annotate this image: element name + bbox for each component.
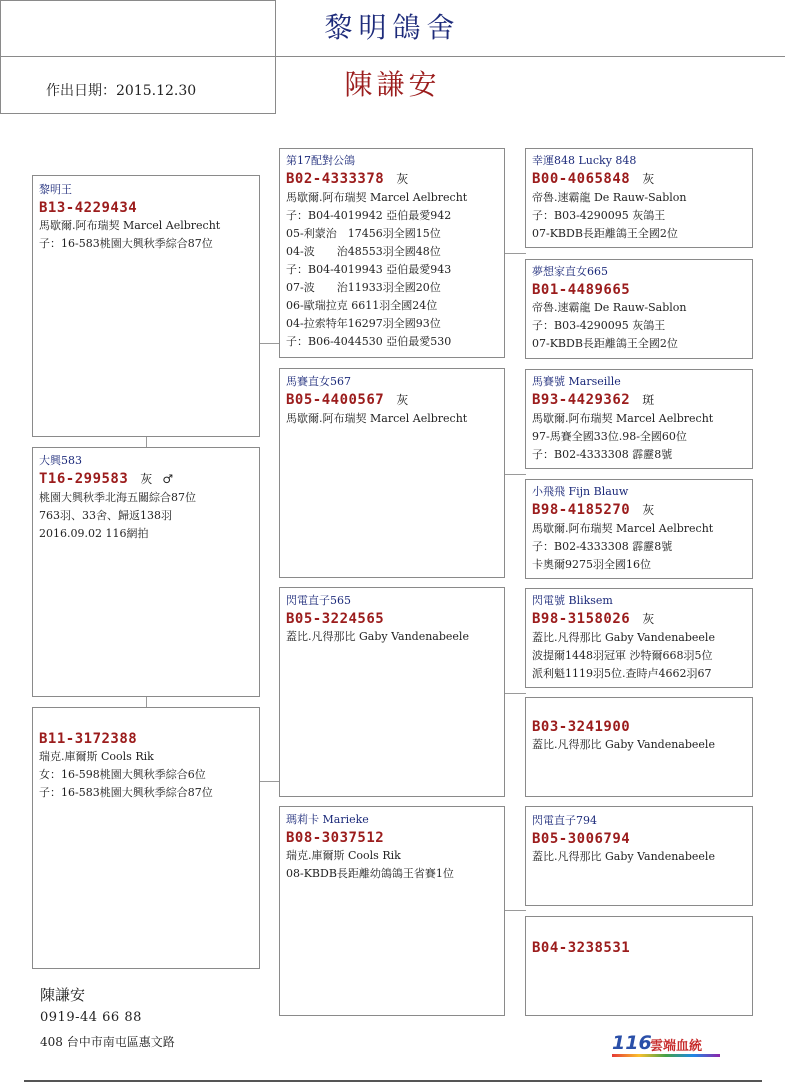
logo-text: 雲端血統	[650, 1039, 703, 1054]
ddd-card	[525, 916, 753, 1016]
ss-color: 灰	[396, 172, 409, 186]
dd-card	[279, 806, 505, 1016]
ss-line: 07-波 治11933羽全國20位	[286, 281, 441, 294]
sds-line: 子：B02-4333308 霹靂8號	[532, 448, 673, 461]
sss-color: 灰	[642, 172, 655, 186]
subject-line: 763羽、33舍、歸返138羽	[39, 509, 172, 522]
sire-title: 黎明王	[39, 183, 72, 196]
dd-line: 08-KBDB長距離幼鴿鴿王省賽1位	[286, 867, 454, 880]
brand-logo	[612, 1032, 722, 1056]
sdd-title: 小飛飛 Fijn Blauw	[532, 485, 629, 498]
sd-color: 灰	[396, 393, 409, 407]
dd-title: 瑪莉卡 Marieke	[286, 813, 369, 826]
sds-card	[525, 369, 753, 469]
dds-card	[525, 806, 753, 906]
ds-ring: B05-3224565	[286, 611, 385, 627]
sss-line: 帝魯.速霸龍 De Rauw-Sablon	[532, 191, 687, 204]
owner-name: 陳謙安	[344, 68, 441, 101]
date-label: 作出日期：2015.12.30	[46, 83, 197, 99]
sds-ring: B93-4429362	[532, 392, 631, 408]
connector	[146, 697, 147, 707]
connector	[504, 474, 526, 475]
ssd-ring: B01-4489665	[532, 282, 631, 298]
sire-line: 子：16-583桃園大興秋季綜合87位	[39, 237, 213, 250]
dsd-ring: B03-3241900	[532, 719, 631, 735]
logo-underline	[612, 1054, 720, 1057]
dam-card	[32, 707, 260, 969]
connector	[504, 910, 526, 911]
sss-title: 幸運848 Lucky 848	[532, 154, 637, 167]
footer-name: 陳謙安	[40, 986, 86, 1004]
dd-ring: B08-3037512	[286, 830, 385, 846]
connector	[504, 253, 526, 254]
ss-title: 第17配對公鴿	[286, 154, 355, 167]
ss-ring: B02-4333378	[286, 171, 385, 187]
ds-title: 閃電直子565	[286, 594, 351, 607]
ss-line: 子：B04-4019943 亞伯最愛943	[286, 263, 452, 276]
ss-line: 05-利蒙治 17456羽全國15位	[286, 227, 441, 240]
male-icon: ♂	[162, 472, 174, 486]
sds-color: 斑	[642, 393, 655, 407]
sss-line: 07-KBDB長距離鴿王全國2位	[532, 227, 678, 240]
sd-card	[279, 368, 505, 578]
connector	[504, 693, 526, 694]
sss-ring: B00-4065848	[532, 171, 631, 187]
subject-line: 2016.09.02 116網拍	[39, 527, 149, 540]
dss-ring: B98-3158026	[532, 611, 631, 627]
sire-card	[32, 175, 260, 437]
connector	[259, 781, 280, 782]
dds-line: 蓋比.凡得那比 Gaby Vandenabeele	[532, 850, 715, 863]
dss-card	[525, 588, 753, 688]
ss-line: 馬歇爾.阿布瑞契 Marcel Aelbrecht	[286, 191, 468, 204]
ssd-card	[525, 259, 753, 359]
sds-title: 馬賽號 Marseille	[532, 375, 621, 388]
ss-line: 04-拉索特年16297羽全國93位	[286, 317, 441, 330]
ssd-line: 07-KBDB長距離鴿王全國2位	[532, 337, 678, 350]
dss-color: 灰	[642, 612, 655, 626]
subject-card	[32, 447, 260, 697]
sss-line: 子：B03-4290095 灰鴿王	[532, 209, 666, 222]
dds-ring: B05-3006794	[532, 831, 631, 847]
subject-ring: T16-299583	[39, 471, 129, 487]
dss-line: 波提爾1448羽冠軍 沙特爾668羽5位	[532, 649, 713, 662]
dss-line: 蓋比.凡得那比 Gaby Vandenabeele	[532, 631, 715, 644]
ss-line: 06-歐瑞拉克 6611羽全國24位	[286, 299, 438, 312]
dam-line: 瑞克.庫爾斯 Cools Rik	[39, 750, 154, 763]
sdd-color: 灰	[642, 503, 655, 517]
ss-line: 子：B06-4044530 亞伯最愛530	[286, 335, 452, 348]
ssd-title: 夢想家直女665	[532, 265, 608, 278]
dss-line: 派利魁1119羽5位.查時卢4662羽67	[532, 667, 712, 680]
sdd-ring: B98-4185270	[532, 502, 631, 518]
dam-ring: B11-3172388	[39, 731, 138, 747]
sd-ring: B05-4400567	[286, 392, 385, 408]
dss-title: 閃電號 Bliksem	[532, 594, 613, 607]
sdd-line: 馬歇爾.阿布瑞契 Marcel Aelbrecht	[532, 522, 714, 535]
subject-line: 桃園大興秋季北海五關綜合87位	[39, 491, 196, 504]
logo-number: 116	[612, 1032, 652, 1054]
connector	[146, 437, 147, 447]
ss-line: 04-波 治48553羽全國48位	[286, 245, 441, 258]
ds-line: 蓋比.凡得那比 Gaby Vandenabeele	[286, 630, 469, 643]
loft-name: 黎明鴿舍	[0, 0, 785, 57]
sire-line: 馬歇爾.阿布瑞契 Marcel Aelbrecht	[39, 219, 221, 232]
ds-card	[279, 587, 505, 797]
dsd-line: 蓋比.凡得那比 Gaby Vandenabeele	[532, 738, 715, 751]
subject-color: 灰	[140, 472, 153, 486]
ss-line: 子：B04-4019942 亞伯最愛942	[286, 209, 452, 222]
sdd-line: 子：B02-4333308 霹靂8號	[532, 540, 673, 553]
ss-card	[279, 148, 505, 358]
bottom-rule	[24, 1080, 762, 1082]
dd-line: 瑞克.庫爾斯 Cools Rik	[286, 849, 401, 862]
footer-address: 408 台中市南屯區惠文路	[40, 1035, 175, 1049]
sdd-card	[525, 479, 753, 579]
dds-title: 閃電直子794	[532, 814, 597, 827]
footer-phone: 0919-44 66 88	[40, 1010, 142, 1025]
sds-line: 馬歇爾.阿布瑞契 Marcel Aelbrecht	[532, 412, 714, 425]
sd-line: 馬歇爾.阿布瑞契 Marcel Aelbrecht	[286, 412, 468, 425]
dsd-card	[525, 697, 753, 797]
sd-title: 馬賽直女567	[286, 375, 351, 388]
connector	[259, 343, 280, 344]
sdd-line: 卡奧爾9275羽全國16位	[532, 558, 651, 571]
dam-line: 女：16-598桃園大興秋季綜合6位	[39, 768, 206, 781]
subject-title: 大興583	[39, 454, 82, 467]
sire-ring: B13-4229434	[39, 200, 138, 216]
ssd-line: 子：B03-4290095 灰鴿王	[532, 319, 666, 332]
ssd-line: 帝魯.速霸龍 De Rauw-Sablon	[532, 301, 687, 314]
sss-card	[525, 148, 753, 248]
dam-line: 子：16-583桃園大興秋季綜合87位	[39, 786, 213, 799]
sds-line: 97-馬賽全國33位.98-全國60位	[532, 430, 687, 443]
ddd-ring: B04-3238531	[532, 940, 631, 956]
